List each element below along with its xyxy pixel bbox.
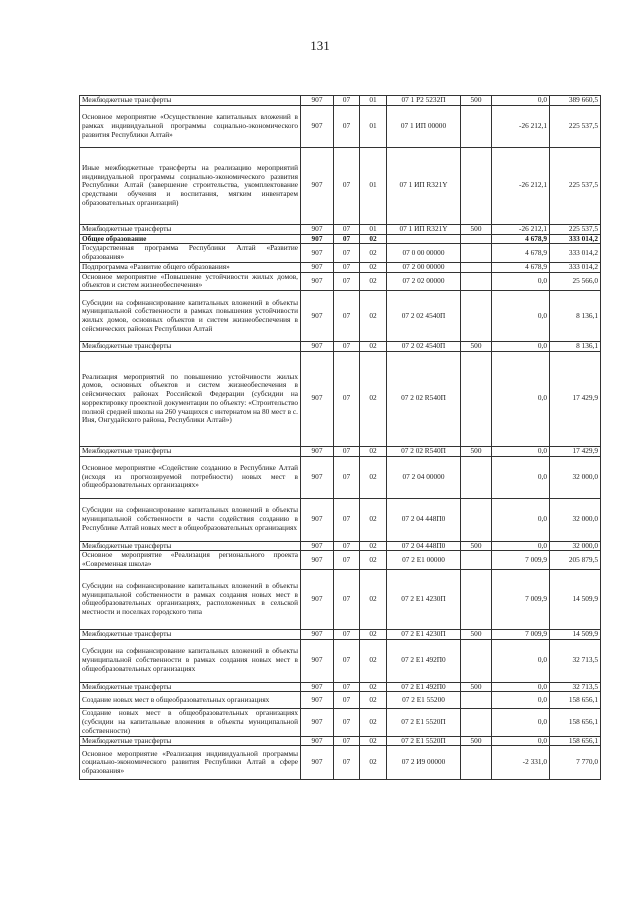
row-amount-change: 0,0: [492, 692, 550, 709]
row-gr: 907: [301, 272, 334, 291]
row-amount-change: 0,0: [492, 456, 550, 498]
row-csr: 07 2 00 00000: [387, 262, 461, 272]
table-row: [80, 105, 601, 147]
row-amount-change: 7 009,9: [492, 569, 550, 629]
row-amount-change: 0,0: [492, 709, 550, 736]
table-row: [80, 541, 601, 551]
row-csr: 07 2 E1 492П0: [387, 682, 461, 692]
row-name: Межбюджетные трансферты: [80, 224, 301, 234]
row-name: Межбюджетные трансферты: [80, 342, 301, 352]
row-rz: 07: [334, 224, 360, 234]
row-rz: 07: [334, 682, 360, 692]
row-rz: 07: [334, 351, 360, 446]
row-vr: [461, 244, 492, 263]
row-pr: 02: [360, 446, 387, 456]
row-name: Межбюджетные трансферты: [80, 736, 301, 746]
row-pr: 02: [360, 342, 387, 352]
row-rz: 07: [334, 736, 360, 746]
budget-table: [79, 95, 601, 780]
row-vr: [461, 351, 492, 446]
table-row: [80, 147, 601, 224]
row-amount-total: 333 014,2: [550, 234, 601, 244]
row-amount-total: 389 660,5: [550, 96, 601, 106]
row-csr: 07 2 E1 4230П: [387, 629, 461, 639]
row-amount-change: 0,0: [492, 541, 550, 551]
row-amount-total: 14 509,9: [550, 629, 601, 639]
row-pr: 02: [360, 262, 387, 272]
row-rz: 07: [334, 541, 360, 551]
row-pr: 02: [360, 709, 387, 736]
row-amount-change: 0,0: [492, 736, 550, 746]
row-gr: 907: [301, 639, 334, 682]
row-csr: 07 1 ИП 00000: [387, 105, 461, 147]
table-row: [80, 629, 601, 639]
row-amount-change: 4 678,9: [492, 244, 550, 263]
row-amount-total: 7 770,0: [550, 746, 601, 780]
row-name: Государственная программа Республики Алтай «Развитие образования»: [80, 244, 301, 263]
table-row: [80, 262, 601, 272]
row-name: Иные межбюджетные трансферты на реализацию мероприятий индивидуальной программы социально-экономического развития Республики Алтай (завершение строительства, укомплектование средствами обучения и воспитания, мягким инвентарем образовательных организаций): [80, 147, 301, 224]
row-csr: 07 2 E1 00000: [387, 551, 461, 570]
row-amount-change: 0,0: [492, 272, 550, 291]
row-name: Общее образование: [80, 234, 301, 244]
row-vr: [461, 551, 492, 570]
row-rz: 07: [334, 342, 360, 352]
row-rz: 07: [334, 147, 360, 224]
row-rz: 07: [334, 262, 360, 272]
row-csr: 07 2 И9 00000: [387, 746, 461, 780]
row-csr: 07 2 04 448П0: [387, 541, 461, 551]
row-vr: [461, 147, 492, 224]
row-gr: 907: [301, 692, 334, 709]
row-amount-total: 8 136,1: [550, 291, 601, 342]
table-row: [80, 291, 601, 342]
row-amount-total: 14 509,9: [550, 569, 601, 629]
row-amount-change: -26 212,1: [492, 147, 550, 224]
row-pr: 02: [360, 629, 387, 639]
table-row: [80, 224, 601, 234]
row-name: Межбюджетные трансферты: [80, 629, 301, 639]
row-amount-total: 17 429,9: [550, 446, 601, 456]
row-name: Субсидии на софинансирование капитальных вложений в объекты муниципальной собственности в рамках повышения устойчивости жилых домов, основных объектов и систем жизнеобеспечения в сейсмических районах Республики Алтай: [80, 291, 301, 342]
table-row: [80, 272, 601, 291]
row-amount-change: 0,0: [492, 639, 550, 682]
row-gr: 907: [301, 498, 334, 541]
row-vr: [461, 291, 492, 342]
row-gr: 907: [301, 446, 334, 456]
row-amount-change: 7 009,9: [492, 551, 550, 570]
row-csr: 07 1 ИП R321Y: [387, 224, 461, 234]
row-vr: [461, 746, 492, 780]
row-gr: 907: [301, 147, 334, 224]
table-row: [80, 351, 601, 446]
row-pr: 02: [360, 746, 387, 780]
row-gr: 907: [301, 456, 334, 498]
row-name: Создание новых мест в общеобразовательных организациях: [80, 692, 301, 709]
row-amount-total: 17 429,9: [550, 351, 601, 446]
row-amount-total: 25 566,0: [550, 272, 601, 291]
row-gr: 907: [301, 105, 334, 147]
row-amount-change: -26 212,1: [492, 224, 550, 234]
row-name: Межбюджетные трансферты: [80, 96, 301, 106]
row-amount-total: 32 000,0: [550, 498, 601, 541]
table-row: [80, 692, 601, 709]
row-gr: 907: [301, 234, 334, 244]
row-name: Подпрограмма «Развитие общего образования»: [80, 262, 301, 272]
table-row: [80, 498, 601, 541]
row-csr: 07 2 04 00000: [387, 456, 461, 498]
row-gr: 907: [301, 224, 334, 234]
row-amount-change: 0,0: [492, 96, 550, 106]
table-row: [80, 551, 601, 570]
row-vr: 500: [461, 736, 492, 746]
row-csr: 07 2 E1 4230П: [387, 569, 461, 629]
row-amount-change: 4 678,9: [492, 234, 550, 244]
row-name: Основное мероприятие «Содействие созданию в Республике Алтай (исходя из прогнозируемой потребности) новых мест в общеобразовательных организациях»: [80, 456, 301, 498]
row-vr: [461, 569, 492, 629]
row-rz: 07: [334, 629, 360, 639]
row-csr: [387, 234, 461, 244]
row-csr: 07 1 ИП R321Y: [387, 147, 461, 224]
row-gr: 907: [301, 569, 334, 629]
row-name: Основное мероприятие «Реализация индивидуальной программы социально-экономического развития Республики Алтай в сфере образования»: [80, 746, 301, 780]
row-amount-total: 32 713,5: [550, 639, 601, 682]
row-rz: 07: [334, 569, 360, 629]
row-amount-change: -2 331,0: [492, 746, 550, 780]
row-amount-total: 32 000,0: [550, 456, 601, 498]
row-amount-total: 225 537,5: [550, 224, 601, 234]
row-name: Основное мероприятие «Повышение устойчивости жилых домов, объектов и систем жизнеобеспечения»: [80, 272, 301, 291]
table-row: [80, 96, 601, 106]
row-pr: 01: [360, 105, 387, 147]
row-csr: 07 0 00 00000: [387, 244, 461, 263]
row-pr: 02: [360, 456, 387, 498]
row-name: Субсидии на софинансирование капитальных вложений в объекты муниципальной собственности в рамках создания новых мест в общеобразовательных организациях: [80, 639, 301, 682]
row-gr: 907: [301, 736, 334, 746]
row-vr: [461, 709, 492, 736]
row-amount-change: 0,0: [492, 351, 550, 446]
row-name: Межбюджетные трансферты: [80, 541, 301, 551]
table-row: [80, 446, 601, 456]
row-csr: 07 1 Р2 5232П: [387, 96, 461, 106]
row-name: Субсидии на софинансирование капитальных вложений в объекты муниципальной собственности в рамках создания новых мест в общеобразовательных организациях, расположенных в сельской местности и поселках городского типа: [80, 569, 301, 629]
row-amount-total: 158 656,1: [550, 736, 601, 746]
row-vr: [461, 234, 492, 244]
row-pr: 02: [360, 351, 387, 446]
row-pr: 01: [360, 96, 387, 106]
row-vr: [461, 498, 492, 541]
row-gr: 907: [301, 342, 334, 352]
row-rz: 07: [334, 639, 360, 682]
row-vr: 500: [461, 682, 492, 692]
row-rz: 07: [334, 291, 360, 342]
row-vr: 500: [461, 446, 492, 456]
row-amount-change: 0,0: [492, 682, 550, 692]
row-amount-change: 0,0: [492, 446, 550, 456]
row-name: Межбюджетные трансферты: [80, 446, 301, 456]
row-gr: 907: [301, 262, 334, 272]
row-name: Межбюджетные трансферты: [80, 682, 301, 692]
page-number: 131: [310, 38, 330, 53]
row-rz: 07: [334, 272, 360, 291]
row-rz: 07: [334, 456, 360, 498]
row-rz: 07: [334, 709, 360, 736]
row-csr: 07 2 02 R540П: [387, 351, 461, 446]
table-row: [80, 709, 601, 736]
row-pr: 01: [360, 147, 387, 224]
row-csr: 07 2 02 R540П: [387, 446, 461, 456]
table-row: [80, 456, 601, 498]
table-row: [80, 569, 601, 629]
row-pr: 02: [360, 692, 387, 709]
row-rz: 07: [334, 96, 360, 106]
table-row: [80, 736, 601, 746]
row-csr: 07 2 04 448П0: [387, 498, 461, 541]
row-amount-change: 0,0: [492, 498, 550, 541]
row-pr: 02: [360, 639, 387, 682]
row-csr: 07 2 E1 55200: [387, 692, 461, 709]
row-pr: 02: [360, 551, 387, 570]
row-gr: 907: [301, 746, 334, 780]
row-gr: 907: [301, 291, 334, 342]
row-vr: [461, 692, 492, 709]
row-gr: 907: [301, 629, 334, 639]
row-csr: 07 2 E1 5520П: [387, 709, 461, 736]
row-pr: 02: [360, 736, 387, 746]
row-gr: 907: [301, 709, 334, 736]
row-vr: [461, 456, 492, 498]
row-pr: 02: [360, 244, 387, 263]
row-amount-total: 225 537,5: [550, 105, 601, 147]
row-rz: 07: [334, 498, 360, 541]
row-csr: 07 2 E1 492П0: [387, 639, 461, 682]
row-amount-change: 7 009,9: [492, 629, 550, 639]
row-pr: 02: [360, 272, 387, 291]
table-row: [80, 234, 601, 244]
table-row: [80, 682, 601, 692]
row-pr: 02: [360, 291, 387, 342]
row-amount-total: 8 136,1: [550, 342, 601, 352]
row-gr: 907: [301, 551, 334, 570]
row-pr: 02: [360, 234, 387, 244]
row-name: Основное мероприятие «Реализация регионального проекта «Современная школа»: [80, 551, 301, 570]
row-rz: 07: [334, 746, 360, 780]
row-rz: 07: [334, 446, 360, 456]
row-gr: 907: [301, 541, 334, 551]
row-rz: 07: [334, 105, 360, 147]
row-amount-total: 205 879,5: [550, 551, 601, 570]
row-rz: 07: [334, 551, 360, 570]
row-pr: 02: [360, 541, 387, 551]
row-amount-total: 158 656,1: [550, 692, 601, 709]
row-vr: 500: [461, 224, 492, 234]
row-amount-total: 333 014,2: [550, 262, 601, 272]
row-name: Реализация мероприятий по повышению устойчивости жилых домов, основных объектов и систем жизнеобеспечения в сейсмических районах Российской Федерации (субсидии на корректировку проектной документации по объекту: «Строительство полной средней школы на 260 учащихся с интернатом на 80 мест в с. Иня, Онгудайского района, Республики Алтай»): [80, 351, 301, 446]
row-amount-total: 32 000,0: [550, 541, 601, 551]
row-vr: [461, 105, 492, 147]
row-name: Создание новых мест в общеобразовательных организациях (субсидии на капитальные вложения в объекты муниципальной собственности): [80, 709, 301, 736]
row-amount-total: 32 713,5: [550, 682, 601, 692]
row-gr: 907: [301, 351, 334, 446]
row-amount-change: -26 212,1: [492, 105, 550, 147]
row-name: Субсидии на софинансирование капитальных вложений в объекты муниципальной собственности в части содействия созданию в Республике Алтай новых мест в общеобразовательных организациях: [80, 498, 301, 541]
row-gr: 907: [301, 682, 334, 692]
row-csr: 07 2 02 00000: [387, 272, 461, 291]
row-vr: [461, 639, 492, 682]
row-vr: [461, 272, 492, 291]
table-row: [80, 639, 601, 682]
row-csr: 07 2 02 4540П: [387, 291, 461, 342]
row-amount-total: 158 656,1: [550, 709, 601, 736]
row-vr: 500: [461, 629, 492, 639]
table-row: [80, 244, 601, 263]
row-rz: 07: [334, 234, 360, 244]
row-pr: 01: [360, 224, 387, 234]
row-amount-total: 333 014,2: [550, 244, 601, 263]
row-pr: 02: [360, 498, 387, 541]
row-amount-total: 225 537,5: [550, 147, 601, 224]
row-vr: 500: [461, 541, 492, 551]
row-gr: 907: [301, 96, 334, 106]
row-gr: 907: [301, 244, 334, 263]
row-vr: [461, 262, 492, 272]
row-vr: 500: [461, 342, 492, 352]
row-csr: 07 2 E1 5520П: [387, 736, 461, 746]
row-pr: 02: [360, 569, 387, 629]
table-row: [80, 746, 601, 780]
row-rz: 07: [334, 692, 360, 709]
row-rz: 07: [334, 244, 360, 263]
row-name: Основное мероприятие «Осуществление капитальных вложений в рамках индивидуальной программы социально-экономического развития Республики Алтай»: [80, 105, 301, 147]
row-amount-change: 0,0: [492, 342, 550, 352]
table-row: [80, 342, 601, 352]
row-amount-change: 4 678,9: [492, 262, 550, 272]
row-amount-change: 0,0: [492, 291, 550, 342]
row-csr: 07 2 02 4540П: [387, 342, 461, 352]
row-vr: 500: [461, 96, 492, 106]
row-pr: 02: [360, 682, 387, 692]
